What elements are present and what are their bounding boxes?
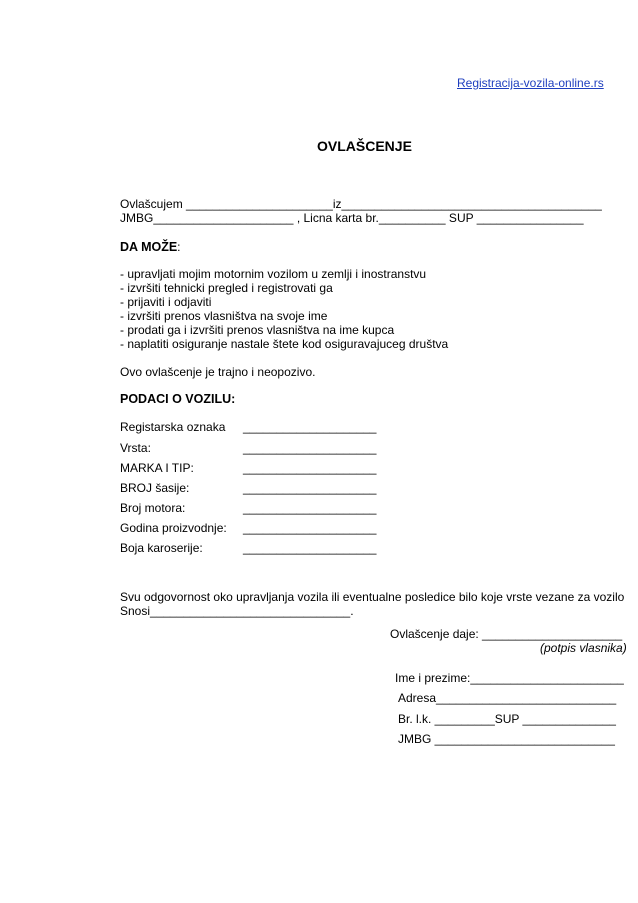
vehicle-field-blank: ____________________: [243, 521, 377, 535]
permission-item: - izvršiti tehnicki pregled i registrovati ga: [120, 281, 333, 295]
liability-line-1: Svu odgovornost oko upravljanja vozila ili eventualne posledice bilo koje vrste vezane za vozilo: [120, 590, 625, 604]
irrevocable-statement: Ovo ovlašcenje je trajno i neopozivo.: [120, 365, 316, 379]
permission-item: - upravljati mojim motornim vozilom u zemlji i inostranstvu: [120, 267, 427, 281]
document-title: OVLAŠCENJE: [317, 138, 412, 154]
da-moze-colon: :: [177, 240, 181, 254]
permission-item: - izvršiti prenos vlasništva na svoje ime: [120, 309, 328, 323]
signature-field: JMBG ___________________________: [398, 732, 615, 746]
authorization-issuer: Ovlašcenje daje: _____________________: [390, 627, 623, 641]
liability-line-2: Snosi______________________________.: [120, 604, 354, 618]
vehicle-field-label: Boja karoserije:: [120, 541, 203, 555]
da-moze-label: DA MOŽE: [120, 240, 178, 254]
da-moze-heading: [120, 240, 181, 254]
vehicle-field-label: Vrsta:: [120, 441, 151, 455]
vehicle-field-label: Godina proizvodnje:: [120, 521, 227, 535]
vehicle-section-heading: PODACI O VOZILU:: [120, 392, 236, 406]
vehicle-field-blank: ____________________: [243, 441, 377, 455]
vehicle-field-blank: ____________________: [243, 501, 377, 515]
vehicle-field-label: MARKA I TIP:: [120, 461, 194, 475]
permission-item: - prijaviti i odjaviti: [120, 295, 212, 309]
signature-field: Adresa___________________________: [398, 691, 617, 705]
intro-line-1: Ovlašcujem ______________________iz_______________________________________: [120, 197, 602, 211]
vehicle-field-label: Broj motora:: [120, 501, 186, 515]
vehicle-field-blank: ____________________: [243, 541, 377, 555]
signature-field: Ime i prezime:_______________________: [395, 671, 624, 685]
vehicle-field-blank: ____________________: [243, 420, 377, 434]
vehicle-field-blank: ____________________: [243, 461, 377, 475]
permission-item: - naplatiti osiguranje nastale štete kod osiguravajuceg društva: [120, 337, 449, 351]
website-link[interactable]: Registracija-vozila-online.rs: [457, 76, 604, 90]
vehicle-field-label: BROJ šasije:: [120, 481, 190, 495]
signature-field: Br. l.k. _________SUP ______________: [398, 712, 616, 726]
permission-item: - prodati ga i izvršiti prenos vlasništva na ime kupca: [120, 323, 395, 337]
owner-signature-note: (potpis vlasnika): [540, 641, 627, 655]
intro-line-2: JMBG_____________________ , Licna karta br.__________ SUP ________________: [120, 211, 584, 225]
vehicle-field-blank: ____________________: [243, 481, 377, 495]
vehicle-field-label: Registarska oznaka: [120, 420, 226, 434]
